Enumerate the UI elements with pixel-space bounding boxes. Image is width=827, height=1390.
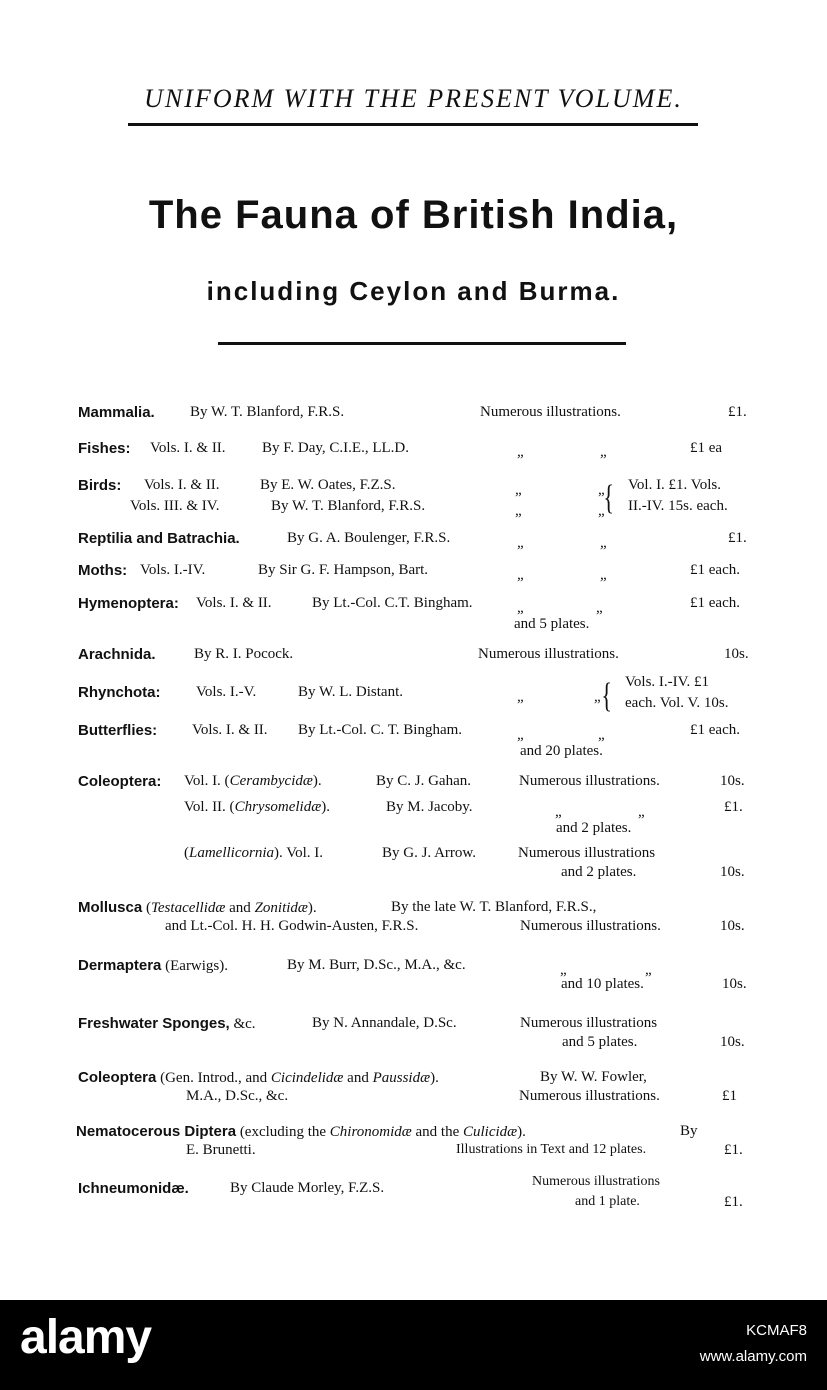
- page-subtitle: including Ceylon and Burma.: [206, 276, 621, 306]
- entry-price: 10s.: [720, 918, 745, 934]
- entry-price: 10s.: [720, 773, 745, 789]
- entry-volume: Vol. I. (Cerambycidæ).: [184, 773, 322, 789]
- entry-author: By C. J. Gahan.: [376, 773, 471, 789]
- entry-price: 10s.: [724, 646, 749, 662]
- entry-volume: Vol. II. (Chrysomelidæ).: [184, 799, 330, 815]
- ditto-mark: „: [598, 482, 605, 498]
- entry-name: Coleoptera:: [78, 773, 162, 790]
- entry-volumes: Vols. III. & IV.: [130, 498, 220, 514]
- entry-price: £1 each.: [690, 562, 740, 578]
- entry-illustrations: Illustrations in Text and 12 plates.: [456, 1142, 647, 1157]
- entry-price: £1 each.: [690, 595, 740, 611]
- entry-name: Arachnida.: [78, 646, 156, 663]
- entry-author: By M. Jacoby.: [386, 799, 473, 815]
- entry-name: Ichneumonidæ.: [78, 1180, 189, 1197]
- entry-price: £1.: [724, 1194, 743, 1210]
- entry-illustrations: Numerous illustrations.: [519, 1088, 660, 1104]
- watermark-logo: alamy: [20, 1311, 152, 1364]
- brace-mark: }: [603, 476, 614, 517]
- ditto-mark: „: [555, 804, 562, 820]
- entry-price: each. Vol. V. 10s.: [625, 695, 729, 711]
- entry-price: £1 each.: [690, 722, 740, 738]
- ditto-mark: „: [600, 444, 607, 460]
- entry-name: Butterflies:: [78, 722, 158, 739]
- image-id: KCMAF8: [746, 1322, 807, 1339]
- entry-author: M.A., D.Sc., &c.: [186, 1088, 289, 1104]
- site-url: www.alamy.com: [699, 1348, 807, 1365]
- entry-author: By N. Annandale, D.Sc.: [312, 1015, 457, 1031]
- ditto-mark: „: [560, 962, 567, 978]
- entry-illustrations: Numerous illustrations.: [519, 773, 660, 789]
- ditto-mark: „: [598, 503, 605, 519]
- entry-price: £1.: [728, 404, 747, 420]
- entry-author: By G. J. Arrow.: [382, 845, 477, 861]
- entry-volumes: Vols. I. & II.: [192, 722, 268, 738]
- entry-plates: and 10 plates.: [561, 976, 644, 992]
- entry-price: £1 ea: [690, 440, 723, 456]
- entry-title-line: Nematocerous Diptera (excluding the Chironomidæ and the Culicidæ).: [76, 1123, 526, 1140]
- entry-volumes: Vols. I. & II.: [196, 595, 272, 611]
- entry-name: Moths:: [78, 562, 128, 579]
- entry-author: By the late W. T. Blanford, F.R.S.,: [391, 899, 597, 915]
- entry-title-line: Mollusca (Testacellidæ and Zonitidæ).: [78, 899, 317, 916]
- entry-illustrations: Numerous illustrations: [532, 1174, 660, 1189]
- entry-author: By M. Burr, D.Sc., M.A., &c.: [287, 957, 466, 973]
- entry-plates: and 20 plates.: [520, 743, 603, 759]
- ditto-mark: „: [638, 804, 645, 820]
- entry-author: By Claude Morley, F.Z.S.: [230, 1180, 385, 1196]
- entry-illustrations: Numerous illustrations.: [480, 404, 621, 420]
- ditto-mark: „: [598, 727, 605, 743]
- entry-price: Vols. I.-IV. £1: [625, 674, 710, 690]
- ditto-mark: „: [517, 689, 524, 705]
- entry-author: E. Brunetti.: [186, 1142, 256, 1158]
- entry-name: Rhynchota:: [78, 684, 161, 701]
- ditto-mark: „: [517, 444, 524, 460]
- brace-mark: }: [601, 674, 612, 715]
- entry-author: By E. W. Oates, F.Z.S.: [260, 477, 396, 493]
- entry-plates: and 5 plates.: [562, 1034, 638, 1050]
- ditto-mark: „: [596, 600, 603, 616]
- header-text: UNIFORM WITH THE PRESENT VOLUME.: [144, 84, 683, 113]
- entry-name: Mammalia.: [78, 404, 155, 421]
- entry-illustrations: Numerous illustrations: [518, 845, 656, 861]
- entry-price: £1: [722, 1088, 737, 1104]
- entry-plates: and 1 plate.: [575, 1194, 640, 1209]
- entry-plates: and 5 plates.: [514, 616, 590, 632]
- entry-name: Fishes:: [78, 440, 131, 457]
- entry-illustrations: Numerous illustrations.: [520, 918, 661, 934]
- ditto-mark: „: [515, 482, 522, 498]
- entry-author: By R. I. Pocock.: [194, 646, 294, 662]
- ditto-mark: „: [517, 727, 524, 743]
- entry-volumes: Vols. I.-IV.: [140, 562, 206, 578]
- entry-author: By W. T. Blanford, F.R.S.: [190, 404, 345, 420]
- entry-volumes: Vols. I. & II.: [150, 440, 226, 456]
- entry-price: Vol. I. £1. Vols.: [628, 477, 721, 493]
- entry-plates: and 2 plates.: [556, 820, 632, 836]
- entry-author: By Lt.-Col. C.T. Bingham.: [312, 595, 473, 611]
- entry-author: and Lt.-Col. H. H. Godwin-Austen, F.R.S.: [165, 918, 419, 934]
- ditto-mark: „: [517, 567, 524, 583]
- entry-title-line: Freshwater Sponges, &c.: [78, 1015, 256, 1032]
- entry-price: £1.: [724, 799, 743, 815]
- entry-title-line: Dermaptera (Earwigs).: [78, 957, 229, 974]
- ditto-mark: „: [600, 535, 607, 551]
- entry-price: £1.: [728, 530, 747, 546]
- entry-price: £1.: [724, 1142, 743, 1158]
- header-rule: [128, 123, 698, 126]
- entry-plates: and 2 plates.: [561, 864, 637, 880]
- entry-volume: (Lamellicornia). Vol. I.: [184, 845, 324, 861]
- entry-author: By W. W. Fowler,: [540, 1069, 647, 1085]
- ditto-mark: „: [594, 689, 601, 705]
- entry-price: 10s.: [720, 864, 745, 880]
- title-rule: [218, 342, 626, 345]
- entry-volumes: Vols. I. & II.: [144, 477, 220, 493]
- page-title: The Fauna of British India,: [148, 193, 679, 237]
- entry-title-line: Coleoptera (Gen. Introd., and Cicindelidæ and Paussidæ).: [78, 1069, 439, 1086]
- entry-name: Reptilia and Batrachia.: [78, 530, 240, 547]
- entry-volumes: Vols. I.-V.: [196, 684, 257, 700]
- entry-by: By: [680, 1123, 698, 1139]
- entry-author: By F. Day, C.I.E., LL.D.: [262, 440, 409, 456]
- entry-name: Birds:: [78, 477, 122, 494]
- entry-price: II.-IV. 15s. each.: [628, 498, 728, 514]
- entry-name: Hymenoptera:: [78, 595, 179, 612]
- ditto-mark: „: [515, 503, 522, 519]
- entry-author: By W. L. Distant.: [298, 684, 404, 700]
- ditto-mark: „: [645, 962, 652, 978]
- entry-author: By Lt.-Col. C. T. Bingham.: [298, 722, 463, 738]
- entry-author: By G. A. Boulenger, F.R.S.: [287, 530, 451, 546]
- entry-author: By W. T. Blanford, F.R.S.: [271, 498, 426, 514]
- ditto-mark: „: [517, 535, 524, 551]
- entry-illustrations: Numerous illustrations: [520, 1015, 658, 1031]
- entry-author: By Sir G. F. Hampson, Bart.: [258, 562, 429, 578]
- entry-price: 10s.: [720, 1034, 745, 1050]
- entry-price: 10s.: [722, 976, 747, 992]
- entry-illustrations: Numerous illustrations.: [478, 646, 619, 662]
- ditto-mark: „: [517, 600, 524, 616]
- ditto-mark: „: [600, 567, 607, 583]
